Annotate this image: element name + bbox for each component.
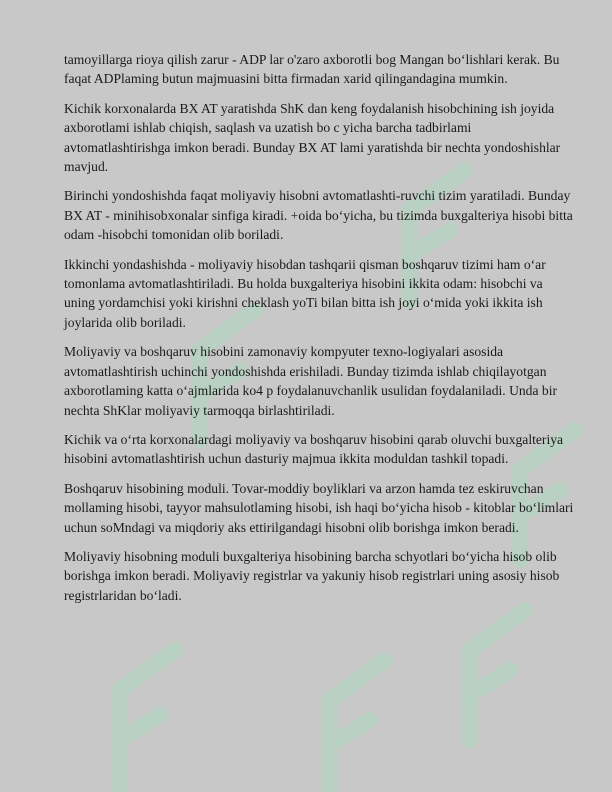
watermark-mark	[120, 715, 160, 740]
paragraph: Boshqaruv hisobining moduli. Tovar-moddiy boyliklari va arzon hamda tez eskiruvchan mollaming hisobi, tayyor mahsulotlaming hisobi, ish haqi bo‘yicha hisob - kitoblar bo‘limlari uchun soMndagi va miqdoriy aks ettirilgandagi hisobni olib borishga imkon beradi.	[64, 480, 574, 535]
paragraph: Kichik korxonalarda BX AT yaratishda ShK dan keng foydalanish hisobchining ish joyida axborotlami ishlab chiqish, saqlash va uzatish bo c yicha barcha tadbirlami avtomatlashtirishga imkon beradi. Bunday BX AT lami yaratishda bir nechta yondoshishlar mavjud.	[64, 100, 561, 175]
watermark-mark	[120, 650, 175, 790]
document-body	[64, 50, 574, 615]
paragraph: Kichik va o‘rta korxonalardagi moliyaviy va boshqaruv hisobini qarab oluvchi buxgalteriya hisobini avtomatlashtirish uchun dasturiy majmua ikkita moduldan tashkil topadi.	[64, 431, 564, 467]
watermark-mark	[470, 670, 510, 695]
watermark-mark	[330, 720, 370, 745]
paragraph: Moliyaviy va boshqaruv hisobini zamonaviy kompyuter texno-logiyalari asosida avtomatlashtirish uchinchi yondoshishda erishiladi. Bunday tizimda ishlab chiqilayotgan axborotlaming katta o‘ajmlarida ko4 p foydalanuvchanlik usulidan foydalaniladi. Unda bir nechta ShKlar moliyaviy tarmoqqa birlashtiriladi.	[64, 344, 558, 418]
paragraph: Moliyaviy hisobning moduli buxgalteriya hisobining barcha schyotlari bo‘yicha hisob olib borishga imkon beradi. Moliyaviy registrlar va yakuniy hisob registrlari uning asosiy hisob registrlaridan bo‘ladi.	[64, 548, 560, 603]
paragraph: tamoyillarga rioya qilish zarur - ADP lar o'zaro axborotli bog Mangan bo‘lishlari kerak. Bu faqat ADPlaming butun majmuasini bitta firmadan xarid qilingandagina mumkin.	[64, 52, 560, 87]
watermark-mark	[470, 610, 525, 740]
watermark-mark	[330, 660, 385, 790]
paragraph: Birinchi yondoshishda faqat moliyaviy hisobni avtomatlashti-ruvchi tizim yaratiladi. Bunday BX AT - minihisobxonalar sinfiga kiradi. +oida bo‘yicha, bu tizimda buxgalteriya hisobi bitta odam -hisobchi tomonidan olib boriladi.	[64, 188, 573, 243]
paragraph: Ikkinchi yondashishda - moliyaviy hisobdan tashqarii qisman boshqaruv tizimi ham o‘ar tomonlama avtomatlashtiriladi. Bu holda buxgalteriya hisobini ikkita odam: hisobchi va uning yordamchisi yoki kirishni cheklash yoTi bilan bitta ish joyi o‘mida yoki ikkita ish joylarida olib boriladi.	[64, 256, 546, 330]
